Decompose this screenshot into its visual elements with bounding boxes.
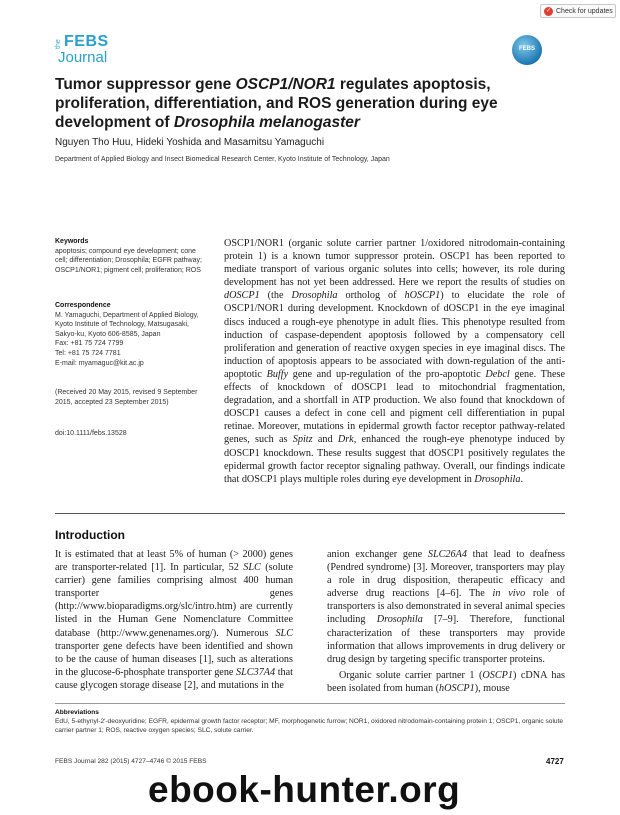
correspondence-email[interactable]: E-mail: myamaguc@kit.ac.jp — [55, 359, 144, 367]
correspondence-address: M. Yamaguchi, Department of Applied Biology, Kyoto Institute of Technology, Matsugasaki, Sakyo-ku, Kyoto 606-8585, Japan — [55, 311, 199, 338]
keywords-block — [55, 237, 210, 275]
update-badge-icon: ✓ — [545, 7, 552, 14]
correspondence-tel: Tel: +81 75 724 7781 — [55, 349, 121, 357]
footer-citation: FEBS Journal 282 (2015) 4727–4746 © 2015 FEBS — [55, 758, 207, 765]
doi-link[interactable]: doi:10.1111/febs.13528 — [55, 430, 127, 437]
title-part: Tumor suppressor gene — [55, 76, 236, 93]
abbreviations-text: EdU, 5-ethynyl-2′-deoxyuridine; EGFR, epidermal growth factor receptor; MF, morphogenetic furrow; NOR1, oxidored nitrodomain-containing protein 1; OSCP1, organic solute carrier partner 1; ROS, reactive oxygen species; SLC, solute carrier. — [55, 718, 564, 734]
intro-paragraph: anion exchanger gene SLC26A4 that lead to deafness (Pendred syndrome) [3]. Moreover, transporters may play a role in drug disposition, therapeutic efficacy and adverse drug reactions [4–6]. The in vivo role of transporters is also demonstrated in several animal species including Drosophila [7–9]. Therefore, functional characterization of these transporters may provide information that allows improvements in drug delivery or drug design by targeting specific transporter proteins. — [327, 549, 566, 665]
title-species: Drosophila melanogaster — [173, 114, 360, 131]
logo-journal: Journal — [58, 49, 108, 66]
received-dates: (Received 20 May 2015, revised 9 September 2015, accepted 23 September 2015) — [55, 389, 198, 406]
logo-the: the — [55, 39, 62, 49]
intro-paragraph: Organic solute carrier partner 1 (OSCP1) cDNA has been isolated from human (hOSCP1), mouse — [327, 669, 565, 694]
footnote-divider — [55, 703, 565, 704]
correspondence-heading: Correspondence — [55, 302, 111, 309]
intro-column-right — [327, 548, 565, 695]
abbreviations-heading: Abbreviations — [55, 709, 99, 716]
check-for-updates-button[interactable] — [540, 4, 616, 18]
journal-logo — [55, 33, 125, 67]
page-number: 4727 — [546, 757, 564, 766]
title-gene: OSCP1/NOR1 — [235, 76, 336, 93]
febs-emblem-icon — [512, 35, 542, 65]
section-divider — [55, 513, 565, 514]
check-for-updates-label: Check for updates — [556, 7, 613, 15]
affiliation: Department of Applied Biology and Insect Biomedical Research Center, Kyoto Institute of Technology, Japan — [55, 156, 390, 163]
abbreviations-block — [55, 708, 565, 735]
abstract: OSCP1/NOR1 (organic solute carrier partner 1/oxidored nitrodomain-containing protein 1) is a known tumor suppressor protein. OSCP1 has been reported to mediate transport of various organic solutes into cells; however, its role during development has not yet been addressed. Here we report the results of studies on dOSCP1 (the Drosophila ortholog of hOSCP1) to elucidate the role of OSCP1/NOR1 during development. Knockdown of dOSCP1 in the eye imaginal discs induced a rough-eye phenotype in adult flies. This phenotype resulted from induction of caspase-dependent apoptosis followed by a compensatory cell proliferation and generation of reactive oxygen species in eye imaginal discs. The induction of apoptosis appears to be associated with down-regulation of the anti-apoptotic Buffy gene and up-regulation of the pro-apoptotic Debcl gene. These effects of knockdown of dOSCP1 lead to mitochondrial fragmentation, degradation, and a shortfall in ATP production. We also found that knockdown of dOSCP1 causes a defect in cone cell and pigment cell differentiation in pupal retinae. Moreover, mutations in epidermal growth factor receptor pathway-related genes, such as Spitz and Drk, enhanced the rough-eye phenotype induced by dOSCP1 knockdown. These results suggest that dOSCP1 positively regulates the epidermal growth factor receptor signaling pathway. Overall, our findings indicate that dOSCP1 plays multiple roles during eye development in Drosophila. — [224, 238, 566, 485]
keywords-heading: Keywords — [55, 238, 89, 245]
article-title — [55, 75, 565, 132]
emblem-label: FEBS — [518, 46, 535, 52]
intro-column-left: It is estimated that at least 5% of human (> 2000) genes are transporter-related [1]. In particular, 52 SLC (solute carrier) gene families comprising almost 400 human transporter genes (http://www.bioparadigms.org/slc/intro.htm) are currently listed in the Human Gene Nomenclature Committee database (http://www.genenames.org/). Numerous SLC transporter gene defects have been identified and shown to be the cause of human diseases [1], such as alterations in the glucose-6-phosphate transporter gene SLC37A4 that cause glycogen storage disease [2], and mutations in the — [55, 549, 293, 691]
correspondence-block — [55, 301, 210, 368]
correspondence-fax: Fax: +81 75 724 7799 — [55, 340, 124, 348]
logo-febs: FEBS — [64, 33, 109, 50]
watermark-text: ebook-hunter.org — [148, 769, 461, 810]
introduction-heading: Introduction — [55, 528, 125, 542]
title-part: regulates apoptosis, proliferation, differentiation, and ROS generation during eye development of — [55, 76, 498, 131]
keywords-text: apoptosis; compound eye development; cone cell; differentiation; Drosophila; EGFR pathway; OSCP1/NOR1; pigment cell; proliferation; ROS — [55, 247, 202, 274]
author-list: Nguyen Tho Huu, Hideki Yoshida and Masamitsu Yamaguchi — [55, 137, 325, 148]
